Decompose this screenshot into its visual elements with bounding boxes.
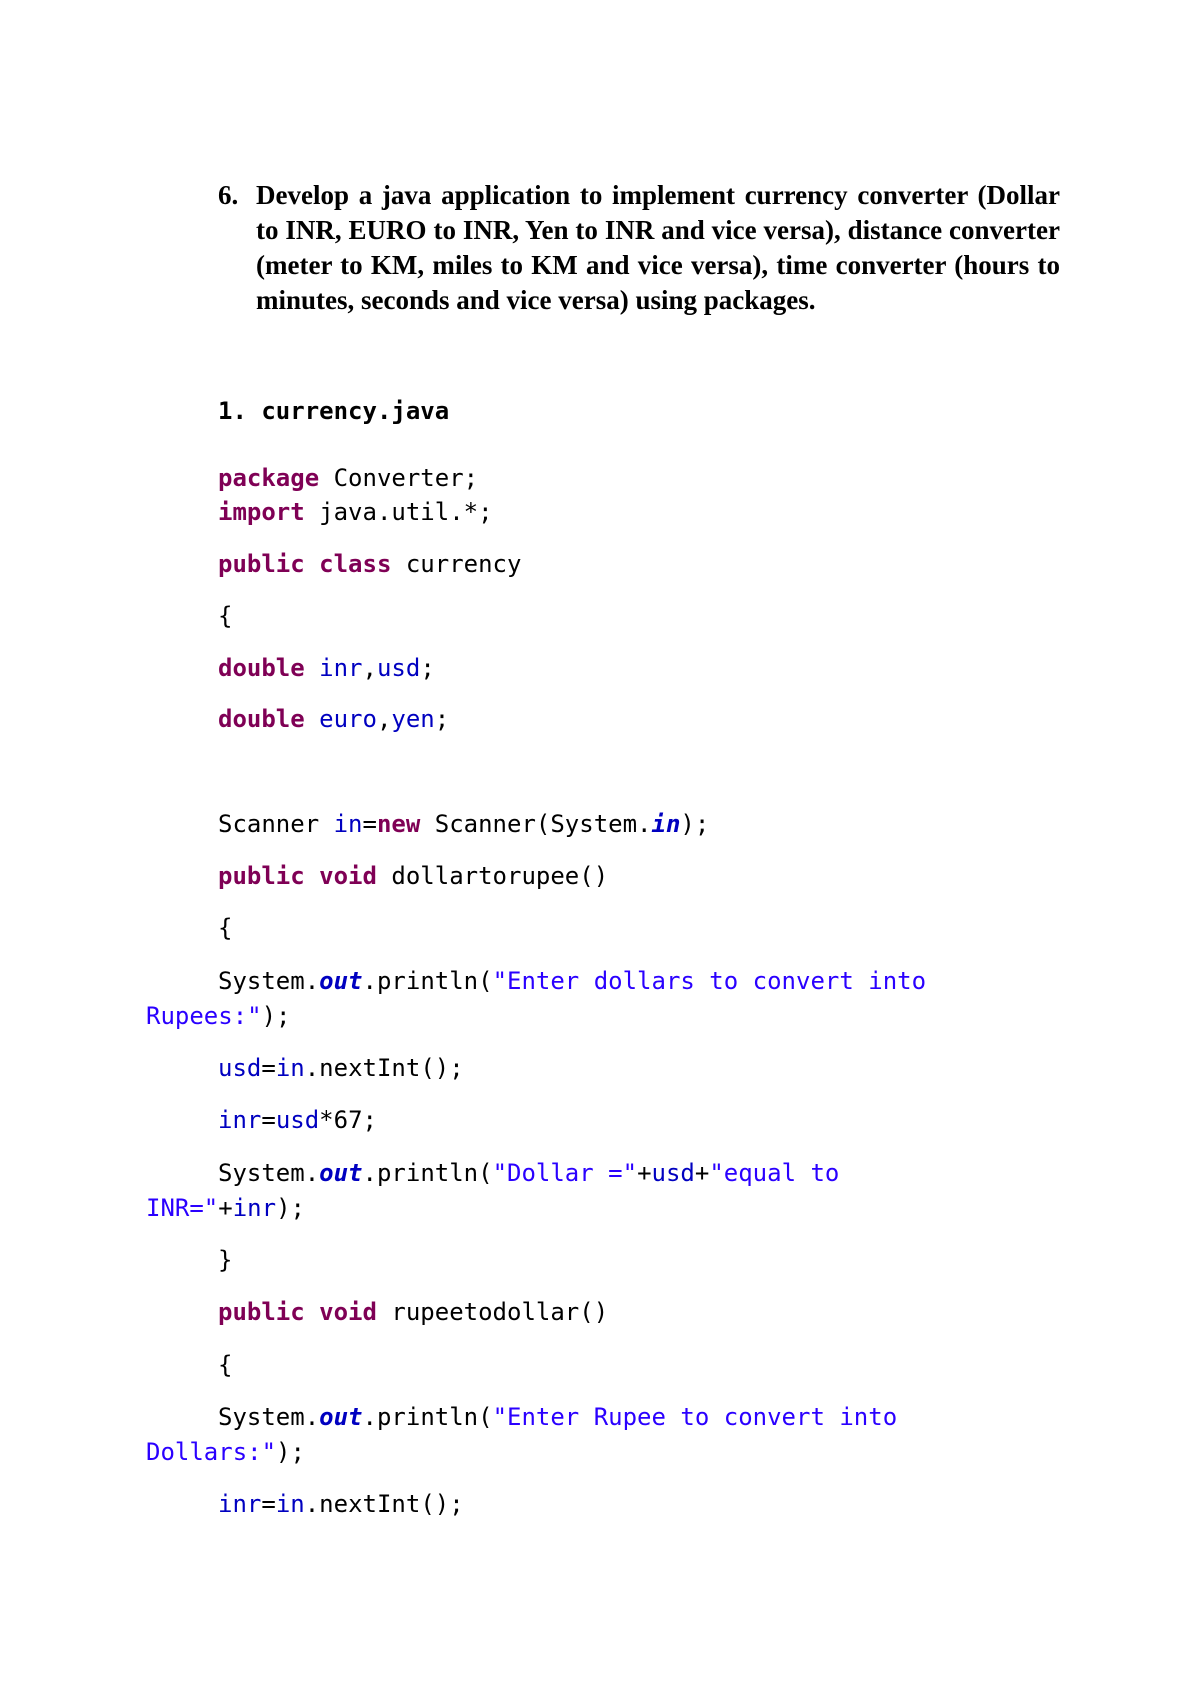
code-line-println-enter-rupee-cont: Dollars:"); — [146, 1438, 305, 1466]
code-line-inr-nextint: inr=in.nextInt(); — [218, 1490, 464, 1518]
code-line-class-decl: public class currency — [218, 550, 522, 578]
file-heading: 1. currency.java — [218, 397, 450, 425]
code-line-dollartorupee-decl: public void dollartorupee() — [218, 862, 609, 890]
code-line-println-enter-dollars: System.out.println("Enter dollars to convert into — [218, 967, 927, 995]
question-number: 6. — [218, 180, 239, 210]
code-line-inr-usd-67: inr=usd*67; — [218, 1106, 377, 1134]
question-text: Develop a java application to implement currency converter (Dollar to INR, EURO to INR, Yen to INR and vice versa), distance converter (meter to KM, miles to KM and vice versa), time converter (hours to minutes, seconds and vice versa) using packages. — [256, 180, 1060, 315]
code-line-scanner: Scanner in=new Scanner(System.in); — [218, 810, 710, 838]
code-line-close-brace: } — [218, 1246, 233, 1274]
code-line-double-inr-usd: double inr,usd; — [218, 654, 435, 682]
code-line-usd-nextint: usd=in.nextInt(); — [218, 1054, 464, 1082]
code-line-import: import java.util.*; — [218, 498, 493, 526]
code-line-rupeetodollar-decl: public void rupeetodollar() — [218, 1298, 609, 1326]
code-line-package: package Converter; — [218, 464, 479, 492]
code-line-println-dollar-equal: System.out.println("Dollar ="+usd+"equal to — [218, 1159, 840, 1187]
code-line-open-brace-3: { — [218, 1351, 233, 1379]
code-line-println-enter-rupee: System.out.println("Enter Rupee to convert into — [218, 1403, 898, 1431]
code-line-open-brace: { — [218, 602, 233, 630]
code-line-open-brace-2: { — [218, 914, 233, 942]
code-line-println-enter-dollars-cont: Rupees:"); — [146, 1002, 291, 1030]
code-line-double-euro-yen: double euro,yen; — [218, 705, 450, 733]
question-block — [218, 178, 1060, 318]
code-line-println-dollar-equal-cont: INR="+inr); — [146, 1194, 305, 1222]
